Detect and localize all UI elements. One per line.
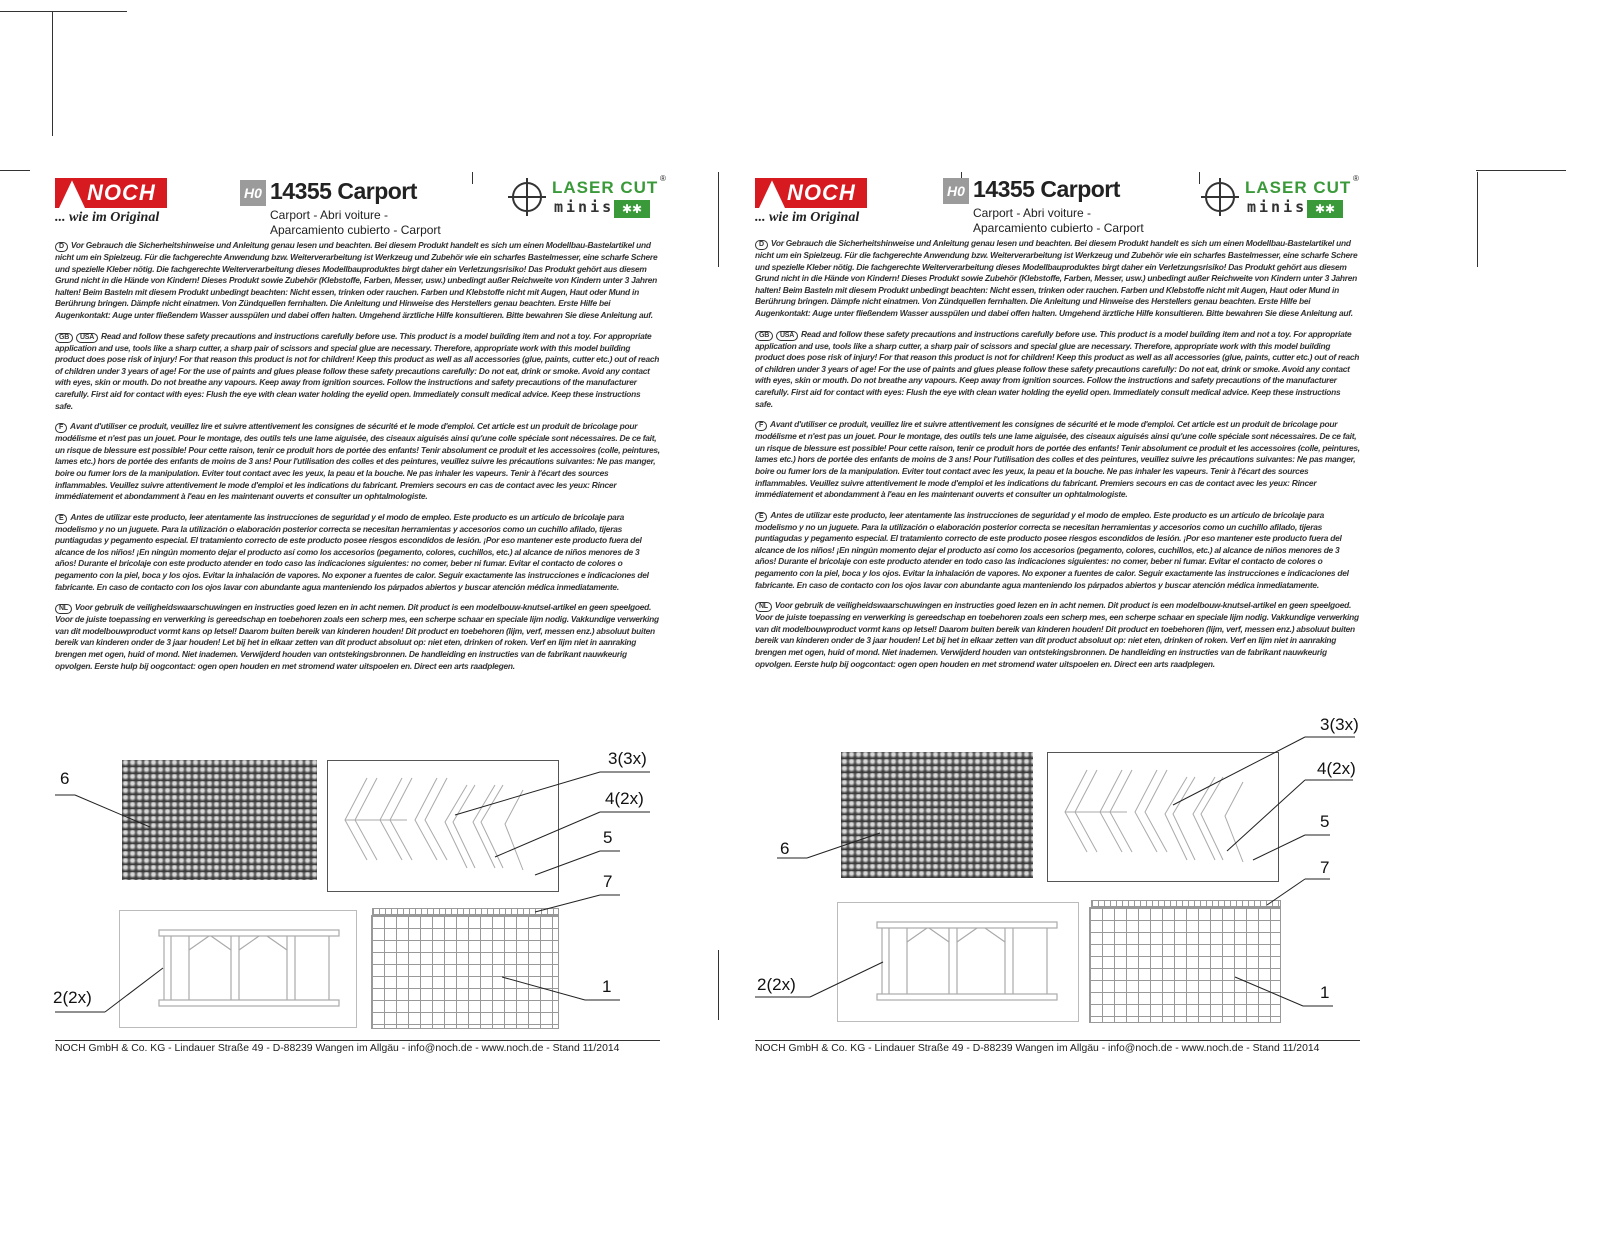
- target-icon: [1205, 182, 1235, 212]
- noch-a-icon: [759, 178, 785, 208]
- noch-logo: [55, 178, 170, 228]
- safety-de: D Vor Gebrauch die Sicherheitshinweise und Anleitung genau lesen und beachten. Bei diesem Produkt handelt es sich um einen Modellbau-Bastelartikel und nicht um ein Spielzeug. Für die fachgerechte Anwendung bzw. Weiterverarbeitung ist Werkzeug und Zubehör wie ein scharfes Bastelmesser, eine scharfe Schere und spezielle Kleber nötig. Die fachgerechte Weiterverarbeitung dieses Modellbauproduktes birgt daher ein Verletzungsrisiko! Das Produkt gehört aus diesem Grund nicht in die Hände von Kindern! Dieses Produkt sowie Zubehör (Klebstoffe, Farben, Messer, usw.) unbedingt außer Reichweite von Kindern unter 3 Jahren halten! Beim Basteln mit diesem Produkt unbedingt beachten: Nicht essen, trinken oder rauchen. Farben und Klebstoffe nicht mit Augen, Haut oder Mund in Berührung bringen. Dämpfe nicht einatmen. Von Zündquellen fernhalten. Die Anleitung und Hinweise des Herstellers genau beachten. Erste Hilfe bei Augenkontakt: Auge unter fließendem Wasser ausspülen und dabei offen halten. Umgehend ärztliche Hilfe konsultieren. Bitte bewahren Sie diese Anleitung auf.: [55, 240, 658, 320]
- part-label-3: 3(3x): [608, 749, 647, 768]
- part-label-7: 7: [603, 872, 613, 891]
- part-label-6: 6: [60, 769, 70, 788]
- laser-cut-logo: LASER CUT minis ✱✱ ®: [1205, 174, 1355, 229]
- product-title: 14355 Carport: [973, 176, 1120, 202]
- part-label-2: 2(2x): [757, 975, 796, 994]
- crop-mark: [718, 172, 719, 267]
- product-subtitle: Carport - Abri voiture - Aparcamiento cubierto - Carport: [973, 206, 1144, 235]
- safety-f: F Avant d'utiliser ce produit, veuillez lire et suivre attentivement les consignes de sécurité et le mode d'emploi. Cet article est un produit de bricolage pour modélisme et n'est pas un jouet. Pour le montage, des outils tels une lame aiguisée, des ciseaux aiguisés ainsi qu'une colle spéciale sont nécessaires. De ce fait, un risque de blessure est possible! Pour cette raison, tenir ce produit hors de portée des enfants! Tenir absolument ce produit et les accessoires (colle, peintures, lames etc.) hors de portée des enfants de moins de 3 ans! Pour l'utilisation des colles et des peintures, veuillez suivre les précautions suivantes: Ne pas manger, boire ou fumer lors de la manipulation. Eviter tout contact avec les yeux, la peau et la bouche. Ne pas inhaler les vapeurs. Tenir à l'écart des sources inflammables. Veuillez suivre attentivement le mode d'emploi et les indications du fabricant. Premiers secours en cas de contact avec les yeux: Rincer immédiatement et abondamment à l'eau en les maintenant ouverts et consulter un ophtalmologiste.: [755, 419, 1360, 500]
- leader-lines: [755, 715, 1360, 1055]
- part-label-6: 6: [780, 839, 790, 858]
- part-label-2: 2(2x): [53, 988, 92, 1007]
- product-subtitle: Carport - Abri voiture - Aparcamiento cubierto - Carport: [270, 208, 441, 237]
- safety-nl: NL Voor gebruik de veiligheidswaarschuwingen en instructies goed lezen en in acht nemen. Dit product is een modelbouw-knutsel-artikel en geen speelgoed. Voor de juiste toepassing en verwerking is gereedschap en toebehoren zoals een scherp mes, een scherpe schaar en speciale lijm nodig. Vakkundige verwerking van dit modelbouwproduct vormt kans op letsel! Daarom buiten bereik van kinderen houden! Dit product en toebehoren (lijm, verf, messen enz.) absoluut buiten bereik van kinderen onder de 3 jaar houden! Let bij het in elkaar zetten van dit product absoluut op: niet eten, drinken of roken. Verf en lijm niet in aanraking brengen met ogen, huid of mond. Niet inademen. Verwijderd houden van ontstekingsbronnen. De handleiding en instructies van de fabrikant nauwkeurig opvolgen. Eerste hulp bij oogcontact: ogen open houden en met stromend water uitspoelen en. Direct een arts raadplegen.: [755, 600, 1359, 669]
- safety-nl: NL Voor gebruik de veiligheidswaarschuwingen en instructies goed lezen en in acht nemen. Dit product is een modelbouw-knutsel-artikel en geen speelgoed. Voor de juiste toepassing en verwerking is gereedschap en toebehoren zoals een scherp mes, een scherpe schaar en speciale lijm nodig. Vakkundige verwerking van dit modelbouwproduct vormt kans op letsel! Daarom buiten bereik van kinderen houden! Dit product en toebehoren (lijm, verf, messen enz.) absoluut buiten bereik van kinderen onder de 3 jaar houden! Let bij het in elkaar zetten van dit product absoluut op: niet eten, drinken of roken. Verf en lijm niet in aanraking brengen met ogen, huid of mond. Niet inademen. Verwijderd houden van ontstekingsbronnen. De handleiding en instructies van de fabrikant nauwkeurig opvolgen. Eerste hulp bij oogcontact: ogen open houden en met stromend water uitspoelen en. Direct een arts raadplegen.: [55, 602, 659, 671]
- noch-badge: NOCH: [755, 178, 867, 208]
- safety-gb: GB USA Read and follow these safety precautions and instructions carefully before use. This product is a model building item and not a toy. For appropriate application and use, tools like a sharp cutter, a sharp pair of scissors and special glue are necessary. Therefore, appropriate work with this model building product does pose risk of injury! For that reason this product is not for children! Keep this product as well as all accessories (glue, paints, cutter etc.) out of reach of children under 3 years of age! For the use of paints and glues please follow these safety precautions carefully: Do not eat, drink or smoke. Avoid any contact with eyes, skin or mouth. Do not breathe any vapours. Keep away from ignition sources. Follow the instructions and safety precautions of the manufacturer carefully. First aid for contact with eyes: Flush the eye with clean water holding the eyelid open. Immediately consult medical advice. Keep these instructions safe.: [55, 330, 660, 411]
- crop-mark: [0, 11, 127, 12]
- part-label-1: 1: [602, 977, 612, 996]
- leaf-icon: ✱✱: [614, 200, 650, 218]
- scale-badge: H0: [943, 178, 969, 204]
- safety-gb: GB USA Read and follow these safety precautions and instructions carefully before use. This product is a model building item and not a toy. For appropriate application and use, tools like a sharp cutter, a sharp pair of scissors and special glue are necessary. Therefore, appropriate work with this model building product does pose risk of injury! For that reason this product is not for children! Keep this product as well as all accessories (glue, paints, cutter etc.) out of reach of children under 3 years of age! For the use of paints and glues please follow these safety precautions carefully: Do not eat, drink or smoke. Avoid any contact with eyes, skin or mouth. Do not breathe any vapours. Keep away from ignition sources. Follow the instructions and safety precautions of the manufacturer carefully. First aid for contact with eyes: Flush the eye with clean water holding the eyelid open. Immediately consult medical advice. Keep these instructions safe.: [755, 328, 1360, 409]
- laser-cut-logo: LASER CUT minis ✱✱ ®: [512, 174, 662, 229]
- safety-e: E Antes de utilizar este producto, leer atentamente las instrucciones de seguridad y el modo de empleo. Este producto es un artículo de bricolaje para modelismo y no un juguete. Para la utilización o elaboración posterior correcta se necesitan herramientas y accesorios como un cuchillo afilado, tijeras puntiagudas y pegamento especial. El tratamiento correcto de este producto posee riesgos escondidos de lesión. ¡Por eso mantener este producto fuera del alcance de los niños! ¡En ningún momento dejar el producto así como los accesorios (pegamento, colores, cuchillos, etc.) al alcance de niños menores de 3 años! Durante el bricolaje con este producto atender en todo caso las indicaciones siguientes: no comer, beber ni fumar. Evitar el contacto de colores o pegamento con la piel, boca y los ojos. Evitar la inhalación de vapores. No exponer a fuentes de calor. Seguir exactamente las instrucciones e indicaciones del fabricante. En caso de contacto con los ojos lavar con abundante agua manteniendo los párpados abiertos y buscar atención médica inmediatamente.: [755, 509, 1349, 590]
- noch-badge: NOCH: [55, 178, 167, 208]
- instruction-page-left: [53, 170, 666, 1080]
- crop-mark: [0, 170, 30, 171]
- noch-slogan: ... wie im Original: [55, 210, 160, 225]
- crop-mark: [1476, 170, 1566, 171]
- safety-de: D Vor Gebrauch die Sicherheitshinweise und Anleitung genau lesen und beachten. Bei diesem Produkt handelt es sich um einen Modellbau-Bastelartikel und nicht um ein Spielzeug. Für die fachgerechte Anwendung bzw. Weiterverarbeitung ist Werkzeug und Zubehör wie ein scharfes Bastelmesser, eine scharfe Schere und spezielle Kleber nötig. Die fachgerechte Weiterverarbeitung dieses Modellbauproduktes birgt daher ein Verletzungsrisiko! Das Produkt gehört aus diesem Grund nicht in die Hände von Kindern! Dieses Produkt sowie Zubehör (Klebstoffe, Farben, Messer, usw.) unbedingt außer Reichweite von Kindern unter 3 Jahren halten! Beim Basteln mit diesem Produkt unbedingt beachten: Nicht essen, trinken oder rauchen. Farben und Klebstoffe nicht mit Augen, Haut oder Mund in Berührung bringen. Dämpfe nicht einatmen. Von Zündquellen fernhalten. Die Anleitung und Hinweise des Herstellers genau beachten. Erste Hilfe bei Augenkontakt: Auge unter fließendem Wasser ausspülen und dabei offen halten. Umgehend ärztliche Hilfe konsultieren. Bitte bewahren Sie diese Anleitung auf.: [755, 238, 1358, 318]
- safety-text: [755, 238, 1360, 679]
- noch-a-icon: [59, 178, 85, 208]
- scale-badge: H0: [240, 180, 266, 206]
- part-label-3: 3(3x): [1320, 715, 1359, 734]
- part-label-4: 4(2x): [605, 789, 644, 808]
- leaf-icon: ✱✱: [1307, 200, 1343, 218]
- crop-mark: [52, 11, 53, 136]
- part-label-4: 4(2x): [1317, 759, 1356, 778]
- noch-logo: [755, 178, 870, 228]
- footer: NOCH GmbH & Co. KG - Lindauer Straße 49 - D-88239 Wangen im Allgäu - info@noch.de - www.noch.de - Stand 11/2014: [55, 1040, 660, 1054]
- part-label-5: 5: [603, 828, 613, 847]
- part-label-7: 7: [1320, 858, 1330, 877]
- instruction-page-right: [755, 170, 1360, 1080]
- leader-lines: [55, 715, 660, 1055]
- target-icon: [512, 182, 542, 212]
- safety-f: F Avant d'utiliser ce produit, veuillez lire et suivre attentivement les consignes de sécurité et le mode d'emploi. Cet article est un produit de bricolage pour modélisme et n'est pas un jouet. Pour le montage, des outils tels une lame aiguisée, des ciseaux aiguisés ainsi qu'une colle spéciale sont nécessaires. De ce fait, un risque de blessure est possible! Pour cette raison, tenir ce produit hors de portée des enfants! Tenir absolument ce produit et les accessoires (colle, peintures, lames etc.) hors de portée des enfants de moins de 3 ans! Pour l'utilisation des colles et des peintures, veuillez suivre les précautions suivantes: Ne pas manger, boire ou fumer lors de la manipulation. Eviter tout contact avec les yeux, la peau et la bouche. Ne pas inhaler les vapeurs. Tenir à l'écart des sources inflammables. Veuillez suivre attentivement le mode d'emploi et les indications du fabricant. Premiers secours en cas de contact avec les yeux: Rincer immédiatement et abondamment à l'eau en les maintenant ouverts et consulter un ophtalmologiste.: [55, 421, 660, 502]
- parts-diagram: [755, 715, 1360, 1055]
- part-label-5: 5: [1320, 812, 1330, 831]
- safety-e: E Antes de utilizar este producto, leer atentamente las instrucciones de seguridad y el modo de empleo. Este producto es un artículo de bricolaje para modelismo y no un juguete. Para la utilización o elaboración posterior correcta se necesitan herramientas y accesorios como un cuchillo afilado, tijeras puntiagudas y pegamento especial. El tratamiento correcto de este producto posee riesgos escondidos de lesión. ¡Por eso mantener este producto fuera del alcance de los niños! ¡En ningún momento dejar el producto así como los accesorios (pegamento, colores, cuchillos, etc.) al alcance de niños menores de 3 años! Durante el bricolaje con este producto atender en todo caso las indicaciones siguientes: no comer, beber ni fumar. Evitar el contacto de colores o pegamento con la piel, boca y los ojos. Evitar la inhalación de vapores. No exponer a fuentes de calor. Seguir exactamente las instrucciones e indicaciones del fabricante. En caso de contacto con los ojos lavar con abundante agua manteniendo los párpados abiertos y buscar atención médica inmediatamente.: [55, 511, 649, 592]
- parts-diagram: [55, 715, 660, 1055]
- footer: NOCH GmbH & Co. KG - Lindauer Straße 49 - D-88239 Wangen im Allgäu - info@noch.de - www.noch.de - Stand 11/2014: [755, 1040, 1360, 1054]
- noch-slogan: ... wie im Original: [755, 210, 860, 225]
- safety-text: [55, 240, 660, 681]
- crop-mark: [1477, 172, 1478, 267]
- part-label-1: 1: [1320, 983, 1330, 1002]
- product-title: 14355 Carport: [270, 178, 417, 204]
